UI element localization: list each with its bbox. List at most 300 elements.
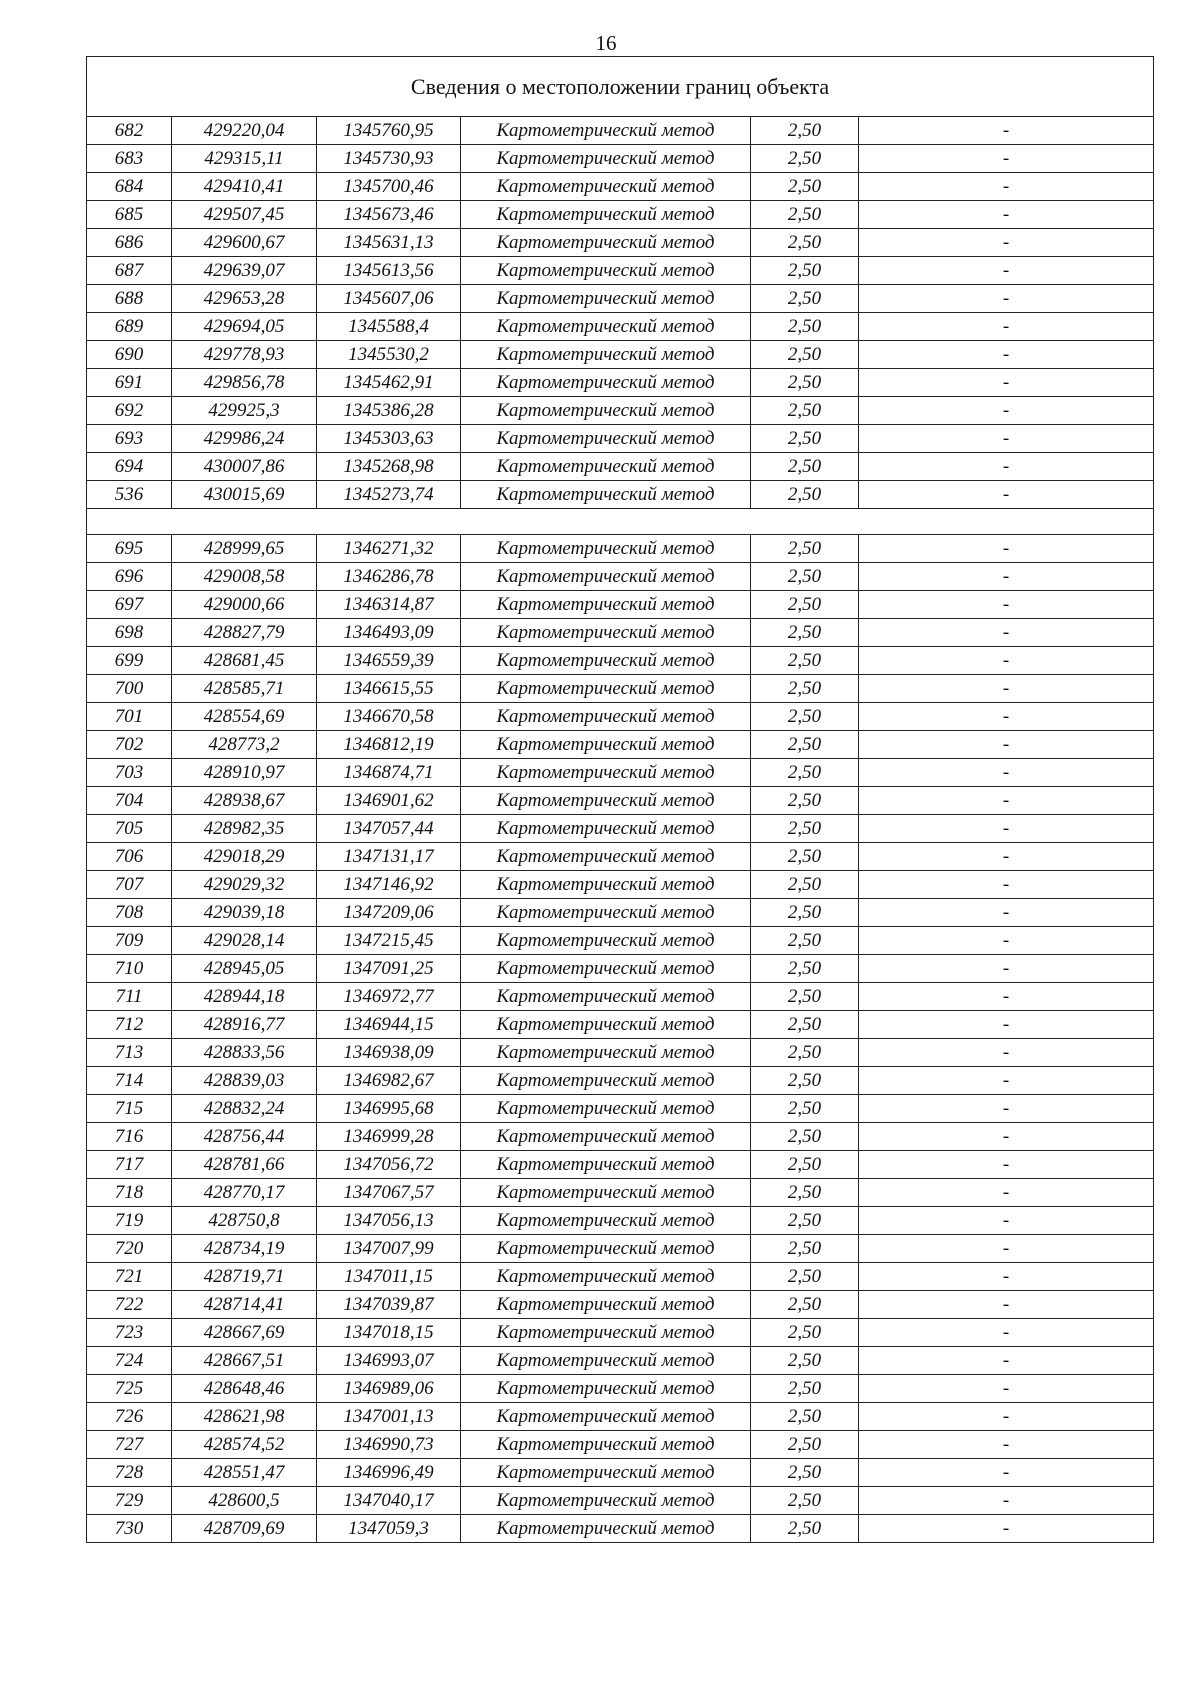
accuracy-cell: 2,50 — [751, 731, 859, 759]
point-number-cell: 726 — [87, 1403, 172, 1431]
coordinate-y-cell: 1346944,15 — [317, 1011, 461, 1039]
description-cell: - — [859, 1123, 1154, 1151]
method-cell: Картометрический метод — [461, 843, 751, 871]
accuracy-cell: 2,50 — [751, 759, 859, 787]
table-row — [87, 1067, 1154, 1095]
method-cell: Картометрический метод — [461, 145, 751, 173]
accuracy-cell: 2,50 — [751, 787, 859, 815]
point-number-cell: 711 — [87, 983, 172, 1011]
coordinate-y-cell: 1345760,95 — [317, 117, 461, 145]
coordinate-x-cell: 428832,24 — [172, 1095, 317, 1123]
accuracy-cell: 2,50 — [751, 703, 859, 731]
table-row — [87, 1179, 1154, 1207]
point-number-cell: 700 — [87, 675, 172, 703]
description-cell: - — [859, 1375, 1154, 1403]
coordinate-x-cell: 428910,97 — [172, 759, 317, 787]
accuracy-cell: 2,50 — [751, 955, 859, 983]
description-cell: - — [859, 535, 1154, 563]
table-row — [87, 425, 1154, 453]
accuracy-cell: 2,50 — [751, 1235, 859, 1263]
method-cell: Картометрический метод — [461, 787, 751, 815]
method-cell: Картометрический метод — [461, 1011, 751, 1039]
point-number-cell: 701 — [87, 703, 172, 731]
method-cell: Картометрический метод — [461, 173, 751, 201]
description-cell: - — [859, 983, 1154, 1011]
coordinate-x-cell: 428773,2 — [172, 731, 317, 759]
description-cell: - — [859, 619, 1154, 647]
method-cell: Картометрический метод — [461, 1291, 751, 1319]
description-cell: - — [859, 1067, 1154, 1095]
coordinate-x-cell: 429410,41 — [172, 173, 317, 201]
description-cell: - — [859, 481, 1154, 509]
table-row — [87, 145, 1154, 173]
coordinate-y-cell: 1346670,58 — [317, 703, 461, 731]
point-number-cell: 719 — [87, 1207, 172, 1235]
point-number-cell: 691 — [87, 369, 172, 397]
coordinate-y-cell: 1347018,15 — [317, 1319, 461, 1347]
accuracy-cell: 2,50 — [751, 815, 859, 843]
accuracy-cell: 2,50 — [751, 313, 859, 341]
table-row — [87, 703, 1154, 731]
coordinate-x-cell: 429639,07 — [172, 257, 317, 285]
method-cell: Картометрический метод — [461, 647, 751, 675]
coordinate-y-cell: 1346938,09 — [317, 1039, 461, 1067]
description-cell: - — [859, 787, 1154, 815]
coordinate-y-cell: 1346812,19 — [317, 731, 461, 759]
description-cell: - — [859, 1151, 1154, 1179]
description-cell: - — [859, 843, 1154, 871]
description-cell: - — [859, 759, 1154, 787]
method-cell: Картометрический метод — [461, 1151, 751, 1179]
description-cell: - — [859, 425, 1154, 453]
coordinate-y-cell: 1347011,15 — [317, 1263, 461, 1291]
coordinate-x-cell: 429986,24 — [172, 425, 317, 453]
table-row — [87, 955, 1154, 983]
coordinate-x-cell: 429600,67 — [172, 229, 317, 257]
method-cell: Картометрический метод — [461, 1039, 751, 1067]
table-row — [87, 1431, 1154, 1459]
table-title: Сведения о местоположении границ объекта — [87, 57, 1154, 117]
accuracy-cell: 2,50 — [751, 481, 859, 509]
accuracy-cell: 2,50 — [751, 1347, 859, 1375]
description-cell: - — [859, 899, 1154, 927]
coordinate-x-cell: 428839,03 — [172, 1067, 317, 1095]
table-row — [87, 257, 1154, 285]
point-number-cell: 696 — [87, 563, 172, 591]
accuracy-cell: 2,50 — [751, 1403, 859, 1431]
accuracy-cell: 2,50 — [751, 1039, 859, 1067]
coordinate-y-cell: 1347091,25 — [317, 955, 461, 983]
point-number-cell: 692 — [87, 397, 172, 425]
description-cell: - — [859, 1459, 1154, 1487]
coordinate-y-cell: 1346615,55 — [317, 675, 461, 703]
accuracy-cell: 2,50 — [751, 591, 859, 619]
table-row — [87, 481, 1154, 509]
description-cell: - — [859, 731, 1154, 759]
point-number-cell: 729 — [87, 1487, 172, 1515]
accuracy-cell: 2,50 — [751, 425, 859, 453]
accuracy-cell: 2,50 — [751, 453, 859, 481]
point-number-cell: 695 — [87, 535, 172, 563]
point-number-cell: 689 — [87, 313, 172, 341]
coordinate-y-cell: 1346286,78 — [317, 563, 461, 591]
method-cell: Картометрический метод — [461, 675, 751, 703]
method-cell: Картометрический метод — [461, 453, 751, 481]
method-cell: Картометрический метод — [461, 1431, 751, 1459]
description-cell: - — [859, 563, 1154, 591]
point-number-cell: 728 — [87, 1459, 172, 1487]
coordinate-x-cell: 429925,3 — [172, 397, 317, 425]
coordinate-x-cell: 429507,45 — [172, 201, 317, 229]
coordinate-y-cell: 1346559,39 — [317, 647, 461, 675]
table-row — [87, 397, 1154, 425]
coordinate-y-cell: 1345588,4 — [317, 313, 461, 341]
method-cell: Картометрический метод — [461, 313, 751, 341]
coordinate-y-cell: 1345303,63 — [317, 425, 461, 453]
table-row — [87, 1263, 1154, 1291]
description-cell: - — [859, 1095, 1154, 1123]
method-cell: Картометрический метод — [461, 1347, 751, 1375]
coordinate-y-cell: 1347007,99 — [317, 1235, 461, 1263]
group-separator-row — [87, 509, 1154, 535]
method-cell: Картометрический метод — [461, 731, 751, 759]
table-row — [87, 843, 1154, 871]
point-number-cell: 706 — [87, 843, 172, 871]
description-cell: - — [859, 313, 1154, 341]
point-number-cell: 686 — [87, 229, 172, 257]
table-row — [87, 1347, 1154, 1375]
table-title-row — [87, 57, 1154, 117]
point-number-cell: 715 — [87, 1095, 172, 1123]
coordinate-y-cell: 1345673,46 — [317, 201, 461, 229]
accuracy-cell: 2,50 — [751, 619, 859, 647]
table-row — [87, 647, 1154, 675]
coordinate-y-cell: 1347040,17 — [317, 1487, 461, 1515]
accuracy-cell: 2,50 — [751, 535, 859, 563]
coordinate-y-cell: 1346271,32 — [317, 535, 461, 563]
point-number-cell: 730 — [87, 1515, 172, 1543]
coordinate-y-cell: 1345268,98 — [317, 453, 461, 481]
point-number-cell: 727 — [87, 1431, 172, 1459]
coordinate-y-cell: 1346982,67 — [317, 1067, 461, 1095]
method-cell: Картометрический метод — [461, 815, 751, 843]
point-number-cell: 721 — [87, 1263, 172, 1291]
description-cell: - — [859, 1487, 1154, 1515]
table-row — [87, 1039, 1154, 1067]
coordinate-y-cell: 1347057,44 — [317, 815, 461, 843]
description-cell: - — [859, 1347, 1154, 1375]
point-number-cell: 724 — [87, 1347, 172, 1375]
coordinate-y-cell: 1346901,62 — [317, 787, 461, 815]
coordinate-x-cell: 430015,69 — [172, 481, 317, 509]
point-number-cell: 717 — [87, 1151, 172, 1179]
table-body — [87, 57, 1154, 1543]
coordinate-y-cell: 1347039,87 — [317, 1291, 461, 1319]
coordinate-y-cell: 1347056,13 — [317, 1207, 461, 1235]
coordinate-x-cell: 428938,67 — [172, 787, 317, 815]
point-number-cell: 690 — [87, 341, 172, 369]
accuracy-cell: 2,50 — [751, 927, 859, 955]
table-row — [87, 563, 1154, 591]
accuracy-cell: 2,50 — [751, 285, 859, 313]
table-row — [87, 1011, 1154, 1039]
accuracy-cell: 2,50 — [751, 1151, 859, 1179]
accuracy-cell: 2,50 — [751, 173, 859, 201]
coordinate-x-cell: 430007,86 — [172, 453, 317, 481]
coordinate-x-cell: 428833,56 — [172, 1039, 317, 1067]
description-cell: - — [859, 1431, 1154, 1459]
coordinate-x-cell: 428945,05 — [172, 955, 317, 983]
table-row — [87, 1375, 1154, 1403]
point-number-cell: 702 — [87, 731, 172, 759]
method-cell: Картометрический метод — [461, 1207, 751, 1235]
point-number-cell: 716 — [87, 1123, 172, 1151]
coordinate-y-cell: 1346996,49 — [317, 1459, 461, 1487]
coordinate-x-cell: 428551,47 — [172, 1459, 317, 1487]
group-separator-cell — [87, 509, 1154, 535]
description-cell: - — [859, 1319, 1154, 1347]
coordinate-x-cell: 429694,05 — [172, 313, 317, 341]
page-number: 16 — [595, 31, 617, 55]
point-number-cell: 682 — [87, 117, 172, 145]
point-number-cell: 713 — [87, 1039, 172, 1067]
table-row — [87, 313, 1154, 341]
accuracy-cell: 2,50 — [751, 1459, 859, 1487]
point-number-cell: 688 — [87, 285, 172, 313]
point-number-cell: 709 — [87, 927, 172, 955]
accuracy-cell: 2,50 — [751, 871, 859, 899]
point-number-cell: 703 — [87, 759, 172, 787]
point-number-cell: 693 — [87, 425, 172, 453]
coordinate-y-cell: 1346972,77 — [317, 983, 461, 1011]
table-row — [87, 731, 1154, 759]
table-row — [87, 927, 1154, 955]
coordinate-x-cell: 429653,28 — [172, 285, 317, 313]
coordinate-y-cell: 1345462,91 — [317, 369, 461, 397]
method-cell: Картометрический метод — [461, 1515, 751, 1543]
point-number-cell: 683 — [87, 145, 172, 173]
method-cell: Картометрический метод — [461, 1319, 751, 1347]
table-row — [87, 201, 1154, 229]
method-cell: Картометрический метод — [461, 871, 751, 899]
accuracy-cell: 2,50 — [751, 1291, 859, 1319]
method-cell: Картометрический метод — [461, 117, 751, 145]
description-cell: - — [859, 1291, 1154, 1319]
coordinate-x-cell: 428781,66 — [172, 1151, 317, 1179]
method-cell: Картометрический метод — [461, 369, 751, 397]
point-number-cell: 687 — [87, 257, 172, 285]
boundary-coordinates-table — [86, 56, 1154, 1543]
coordinate-x-cell: 428574,52 — [172, 1431, 317, 1459]
description-cell: - — [859, 173, 1154, 201]
coordinate-x-cell: 428681,45 — [172, 647, 317, 675]
point-number-cell: 710 — [87, 955, 172, 983]
method-cell: Картометрический метод — [461, 1179, 751, 1207]
coordinate-y-cell: 1347056,72 — [317, 1151, 461, 1179]
coordinate-x-cell: 429000,66 — [172, 591, 317, 619]
table-row — [87, 1151, 1154, 1179]
accuracy-cell: 2,50 — [751, 647, 859, 675]
method-cell: Картометрический метод — [461, 759, 751, 787]
method-cell: Картометрический метод — [461, 591, 751, 619]
description-cell: - — [859, 1235, 1154, 1263]
point-number-cell: 694 — [87, 453, 172, 481]
point-number-cell: 720 — [87, 1235, 172, 1263]
coordinate-y-cell: 1345273,74 — [317, 481, 461, 509]
table-row — [87, 369, 1154, 397]
method-cell: Картометрический метод — [461, 1487, 751, 1515]
description-cell: - — [859, 1207, 1154, 1235]
coordinate-x-cell: 428667,51 — [172, 1347, 317, 1375]
table-row — [87, 285, 1154, 313]
accuracy-cell: 2,50 — [751, 397, 859, 425]
accuracy-cell: 2,50 — [751, 563, 859, 591]
table-row — [87, 591, 1154, 619]
table-row — [87, 117, 1154, 145]
point-number-cell: 704 — [87, 787, 172, 815]
point-number-cell: 725 — [87, 1375, 172, 1403]
table-row — [87, 787, 1154, 815]
point-number-cell: 685 — [87, 201, 172, 229]
description-cell: - — [859, 703, 1154, 731]
table-row — [87, 1487, 1154, 1515]
table-row — [87, 1095, 1154, 1123]
accuracy-cell: 2,50 — [751, 1375, 859, 1403]
coordinate-y-cell: 1346995,68 — [317, 1095, 461, 1123]
method-cell: Картометрический метод — [461, 481, 751, 509]
point-number-cell: 718 — [87, 1179, 172, 1207]
coordinate-y-cell: 1346993,07 — [317, 1347, 461, 1375]
table-row — [87, 173, 1154, 201]
coordinate-x-cell: 429008,58 — [172, 563, 317, 591]
coordinate-y-cell: 1346493,09 — [317, 619, 461, 647]
table-row — [87, 619, 1154, 647]
description-cell: - — [859, 815, 1154, 843]
coordinate-x-cell: 428999,65 — [172, 535, 317, 563]
coordinate-y-cell: 1346990,73 — [317, 1431, 461, 1459]
point-number-cell: 698 — [87, 619, 172, 647]
description-cell: - — [859, 397, 1154, 425]
table-row — [87, 675, 1154, 703]
description-cell: - — [859, 229, 1154, 257]
accuracy-cell: 2,50 — [751, 983, 859, 1011]
point-number-cell: 699 — [87, 647, 172, 675]
accuracy-cell: 2,50 — [751, 1123, 859, 1151]
coordinate-x-cell: 428714,41 — [172, 1291, 317, 1319]
description-cell: - — [859, 675, 1154, 703]
point-number-cell: 722 — [87, 1291, 172, 1319]
coordinate-x-cell: 428554,69 — [172, 703, 317, 731]
method-cell: Картометрический метод — [461, 1263, 751, 1291]
method-cell: Картометрический метод — [461, 1459, 751, 1487]
accuracy-cell: 2,50 — [751, 899, 859, 927]
coordinate-y-cell: 1345530,2 — [317, 341, 461, 369]
table-row — [87, 1459, 1154, 1487]
coordinate-y-cell: 1347209,06 — [317, 899, 461, 927]
coordinate-y-cell: 1347146,92 — [317, 871, 461, 899]
point-number-cell: 697 — [87, 591, 172, 619]
coordinate-x-cell: 429039,18 — [172, 899, 317, 927]
accuracy-cell: 2,50 — [751, 1263, 859, 1291]
description-cell: - — [859, 453, 1154, 481]
description-cell: - — [859, 1039, 1154, 1067]
coordinate-y-cell: 1347067,57 — [317, 1179, 461, 1207]
method-cell: Картометрический метод — [461, 285, 751, 313]
accuracy-cell: 2,50 — [751, 369, 859, 397]
coordinate-x-cell: 429220,04 — [172, 117, 317, 145]
coordinate-x-cell: 428600,5 — [172, 1487, 317, 1515]
method-cell: Картометрический метод — [461, 619, 751, 647]
method-cell: Картометрический метод — [461, 1403, 751, 1431]
coordinate-x-cell: 428648,46 — [172, 1375, 317, 1403]
method-cell: Картометрический метод — [461, 1067, 751, 1095]
coordinate-y-cell: 1346314,87 — [317, 591, 461, 619]
accuracy-cell: 2,50 — [751, 1179, 859, 1207]
accuracy-cell: 2,50 — [751, 229, 859, 257]
point-number-cell: 723 — [87, 1319, 172, 1347]
coordinate-x-cell: 429028,14 — [172, 927, 317, 955]
table-row — [87, 983, 1154, 1011]
coordinate-x-cell: 428756,44 — [172, 1123, 317, 1151]
table-row — [87, 1207, 1154, 1235]
coordinate-y-cell: 1347131,17 — [317, 843, 461, 871]
coordinate-x-cell: 428770,17 — [172, 1179, 317, 1207]
accuracy-cell: 2,50 — [751, 1515, 859, 1543]
description-cell: - — [859, 1403, 1154, 1431]
coordinate-x-cell: 428709,69 — [172, 1515, 317, 1543]
accuracy-cell: 2,50 — [751, 257, 859, 285]
description-cell: - — [859, 871, 1154, 899]
table-row — [87, 453, 1154, 481]
description-cell: - — [859, 927, 1154, 955]
description-cell: - — [859, 257, 1154, 285]
accuracy-cell: 2,50 — [751, 1011, 859, 1039]
table-row — [87, 341, 1154, 369]
accuracy-cell: 2,50 — [751, 117, 859, 145]
coordinate-y-cell: 1346999,28 — [317, 1123, 461, 1151]
table-row — [87, 1123, 1154, 1151]
coordinate-y-cell: 1345730,93 — [317, 145, 461, 173]
coordinate-y-cell: 1345700,46 — [317, 173, 461, 201]
table-row — [87, 229, 1154, 257]
coordinate-x-cell: 429315,11 — [172, 145, 317, 173]
coordinate-x-cell: 428585,71 — [172, 675, 317, 703]
coordinate-y-cell: 1347001,13 — [317, 1403, 461, 1431]
coordinate-x-cell: 428621,98 — [172, 1403, 317, 1431]
point-number-cell: 684 — [87, 173, 172, 201]
coordinate-x-cell: 428734,19 — [172, 1235, 317, 1263]
coordinate-y-cell: 1347059,3 — [317, 1515, 461, 1543]
coordinate-x-cell: 429778,93 — [172, 341, 317, 369]
method-cell: Картометрический метод — [461, 563, 751, 591]
table-row — [87, 899, 1154, 927]
description-cell: - — [859, 341, 1154, 369]
coordinate-y-cell: 1345607,06 — [317, 285, 461, 313]
method-cell: Картометрический метод — [461, 1375, 751, 1403]
table-row — [87, 1515, 1154, 1543]
table-row — [87, 1319, 1154, 1347]
coordinate-x-cell: 428982,35 — [172, 815, 317, 843]
table-row — [87, 535, 1154, 563]
method-cell: Картометрический метод — [461, 535, 751, 563]
method-cell: Картометрический метод — [461, 229, 751, 257]
method-cell: Картометрический метод — [461, 955, 751, 983]
coordinate-x-cell: 429856,78 — [172, 369, 317, 397]
table-row — [87, 1403, 1154, 1431]
coordinate-x-cell: 428750,8 — [172, 1207, 317, 1235]
accuracy-cell: 2,50 — [751, 1487, 859, 1515]
method-cell: Картометрический метод — [461, 341, 751, 369]
